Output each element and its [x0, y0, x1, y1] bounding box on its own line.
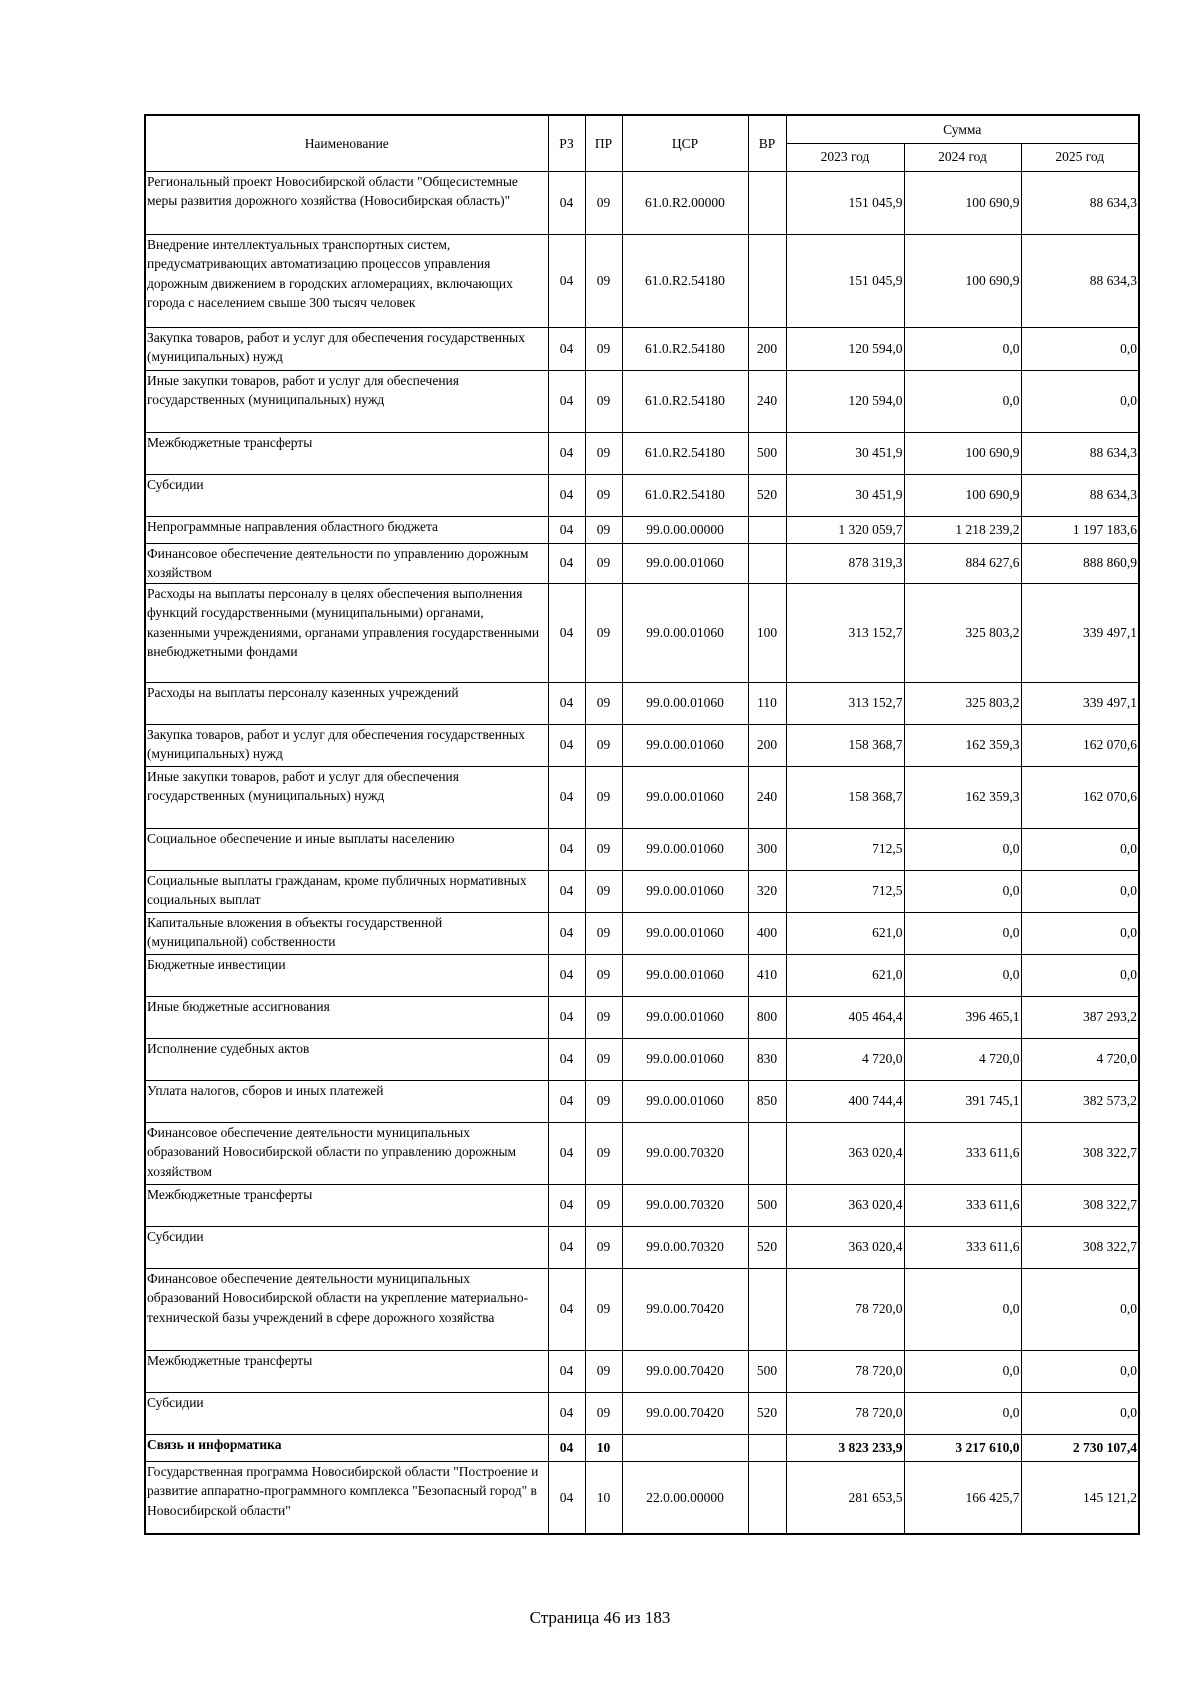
- header-year-2025: 2025 год: [1021, 143, 1139, 171]
- cell-rz: 04: [548, 1226, 585, 1268]
- cell-sum-2023: 363 020,4: [786, 1122, 904, 1184]
- cell-sum-2024: 0,0: [904, 954, 1021, 996]
- cell-csr: 99.0.00.01060: [622, 870, 748, 912]
- cell-pr: 09: [585, 1038, 622, 1080]
- cell-pr: 09: [585, 171, 622, 234]
- cell-sum-2025: 162 070,6: [1021, 724, 1139, 766]
- cell-sum-2023: 120 594,0: [786, 370, 904, 432]
- cell-vr: 400: [748, 912, 786, 954]
- cell-name: Уплата налогов, сборов и иных платежей: [145, 1080, 548, 1122]
- budget-table-container: [144, 114, 1138, 1535]
- cell-csr: 99.0.00.01060: [622, 682, 748, 724]
- table-row: [145, 1461, 1139, 1534]
- cell-sum-2025: 0,0: [1021, 1392, 1139, 1434]
- cell-sum-2024: 0,0: [904, 912, 1021, 954]
- table-row: [145, 370, 1139, 432]
- cell-vr: [748, 234, 786, 327]
- cell-pr: 09: [585, 766, 622, 828]
- cell-vr: 200: [748, 327, 786, 370]
- cell-pr: 09: [585, 954, 622, 996]
- cell-rz: 04: [548, 432, 585, 474]
- table-row: [145, 432, 1139, 474]
- cell-sum-2024: 162 359,3: [904, 766, 1021, 828]
- cell-sum-2023: 151 045,9: [786, 171, 904, 234]
- cell-sum-2024: 3 217 610,0: [904, 1434, 1021, 1461]
- cell-sum-2024: 0,0: [904, 370, 1021, 432]
- cell-rz: 04: [548, 1434, 585, 1461]
- cell-csr: 99.0.00.01060: [622, 583, 748, 682]
- cell-name: Капитальные вложения в объекты государственной (муниципальной) собственности: [145, 912, 548, 954]
- table-body: [145, 171, 1139, 1534]
- cell-pr: 09: [585, 327, 622, 370]
- cell-vr: [748, 1122, 786, 1184]
- header-year-2023: 2023 год: [786, 143, 904, 171]
- cell-sum-2024: 1 218 239,2: [904, 516, 1021, 543]
- cell-sum-2025: 0,0: [1021, 828, 1139, 870]
- cell-vr: 240: [748, 766, 786, 828]
- cell-rz: 04: [548, 1461, 585, 1534]
- table-row: [145, 1038, 1139, 1080]
- cell-csr: 61.0.R2.00000: [622, 171, 748, 234]
- cell-rz: 04: [548, 234, 585, 327]
- cell-name: Иные закупки товаров, работ и услуг для обеспечения государственных (муниципальных) нужд: [145, 766, 548, 828]
- cell-csr: 99.0.00.01060: [622, 766, 748, 828]
- cell-sum-2024: 333 611,6: [904, 1122, 1021, 1184]
- cell-csr: 99.0.00.01060: [622, 724, 748, 766]
- cell-vr: 500: [748, 1184, 786, 1226]
- cell-name: Социальное обеспечение и иные выплаты населению: [145, 828, 548, 870]
- cell-vr: 520: [748, 1392, 786, 1434]
- cell-name: Связь и информатика: [145, 1434, 548, 1461]
- cell-sum-2024: 162 359,3: [904, 724, 1021, 766]
- cell-sum-2025: 88 634,3: [1021, 171, 1139, 234]
- cell-sum-2023: 363 020,4: [786, 1226, 904, 1268]
- cell-csr: 99.0.00.70420: [622, 1268, 748, 1350]
- cell-rz: 04: [548, 327, 585, 370]
- table-row: [145, 1392, 1139, 1434]
- budget-table: [144, 114, 1140, 1535]
- cell-sum-2025: 339 497,1: [1021, 583, 1139, 682]
- cell-pr: 09: [585, 370, 622, 432]
- cell-rz: 04: [548, 543, 585, 583]
- cell-csr: 61.0.R2.54180: [622, 234, 748, 327]
- cell-name: Субсидии: [145, 1226, 548, 1268]
- cell-csr: 99.0.00.01060: [622, 954, 748, 996]
- cell-sum-2025: 0,0: [1021, 327, 1139, 370]
- table-row: [145, 724, 1139, 766]
- cell-sum-2024: 4 720,0: [904, 1038, 1021, 1080]
- cell-sum-2023: 3 823 233,9: [786, 1434, 904, 1461]
- cell-sum-2023: 712,5: [786, 828, 904, 870]
- cell-sum-2023: 621,0: [786, 954, 904, 996]
- cell-csr: 61.0.R2.54180: [622, 370, 748, 432]
- cell-sum-2025: 0,0: [1021, 954, 1139, 996]
- cell-csr: 99.0.00.70320: [622, 1226, 748, 1268]
- cell-pr: 09: [585, 682, 622, 724]
- table-row: [145, 327, 1139, 370]
- cell-sum-2025: 308 322,7: [1021, 1226, 1139, 1268]
- cell-sum-2024: 391 745,1: [904, 1080, 1021, 1122]
- table-row: [145, 543, 1139, 583]
- cell-csr: [622, 1434, 748, 1461]
- cell-name: Закупка товаров, работ и услуг для обеспечения государственных (муниципальных) нужд: [145, 327, 548, 370]
- cell-rz: 04: [548, 912, 585, 954]
- cell-sum-2024: 333 611,6: [904, 1184, 1021, 1226]
- cell-rz: 04: [548, 996, 585, 1038]
- cell-name: Региональный проект Новосибирской области "Общесистемные меры развития дорожного хозяйства (Новосибирская область)": [145, 171, 548, 234]
- cell-vr: [748, 171, 786, 234]
- cell-sum-2024: 100 690,9: [904, 474, 1021, 516]
- cell-rz: 04: [548, 724, 585, 766]
- cell-sum-2024: 0,0: [904, 870, 1021, 912]
- cell-sum-2025: 0,0: [1021, 1268, 1139, 1350]
- cell-sum-2025: 4 720,0: [1021, 1038, 1139, 1080]
- cell-sum-2025: 339 497,1: [1021, 682, 1139, 724]
- cell-rz: 04: [548, 682, 585, 724]
- cell-vr: [748, 1434, 786, 1461]
- cell-vr: [748, 1268, 786, 1350]
- cell-sum-2023: 158 368,7: [786, 724, 904, 766]
- cell-rz: 04: [548, 474, 585, 516]
- cell-rz: 04: [548, 1392, 585, 1434]
- cell-vr: 240: [748, 370, 786, 432]
- cell-csr: 99.0.00.01060: [622, 828, 748, 870]
- cell-pr: 09: [585, 912, 622, 954]
- cell-csr: 61.0.R2.54180: [622, 327, 748, 370]
- cell-sum-2024: 0,0: [904, 1268, 1021, 1350]
- header-rz: РЗ: [548, 115, 585, 171]
- cell-pr: 09: [585, 1122, 622, 1184]
- cell-rz: 04: [548, 1268, 585, 1350]
- cell-rz: 04: [548, 1122, 585, 1184]
- table-row: [145, 912, 1139, 954]
- cell-name: Межбюджетные трансферты: [145, 1184, 548, 1226]
- cell-vr: 110: [748, 682, 786, 724]
- cell-pr: 09: [585, 724, 622, 766]
- table-row: [145, 171, 1139, 234]
- cell-csr: 99.0.00.70420: [622, 1350, 748, 1392]
- cell-vr: 320: [748, 870, 786, 912]
- header-vr: ВР: [748, 115, 786, 171]
- cell-csr: 61.0.R2.54180: [622, 474, 748, 516]
- cell-vr: 500: [748, 432, 786, 474]
- cell-pr: 09: [585, 1392, 622, 1434]
- cell-csr: 99.0.00.01060: [622, 1038, 748, 1080]
- cell-csr: 99.0.00.70320: [622, 1184, 748, 1226]
- cell-sum-2023: 313 152,7: [786, 682, 904, 724]
- cell-rz: 04: [548, 870, 585, 912]
- cell-sum-2023: 30 451,9: [786, 432, 904, 474]
- cell-sum-2024: 333 611,6: [904, 1226, 1021, 1268]
- cell-pr: 09: [585, 1268, 622, 1350]
- cell-sum-2025: 88 634,3: [1021, 474, 1139, 516]
- table-row: [145, 828, 1139, 870]
- table-row: [145, 996, 1139, 1038]
- table-row: [145, 682, 1139, 724]
- cell-rz: 04: [548, 1184, 585, 1226]
- table-row: [145, 474, 1139, 516]
- cell-pr: 09: [585, 996, 622, 1038]
- table-row: [145, 234, 1139, 327]
- cell-name: Исполнение судебных актов: [145, 1038, 548, 1080]
- cell-vr: [748, 543, 786, 583]
- cell-sum-2023: 363 020,4: [786, 1184, 904, 1226]
- cell-sum-2023: 712,5: [786, 870, 904, 912]
- table-row: [145, 1434, 1139, 1461]
- cell-sum-2024: 884 627,6: [904, 543, 1021, 583]
- cell-sum-2024: 0,0: [904, 1350, 1021, 1392]
- cell-sum-2023: 4 720,0: [786, 1038, 904, 1080]
- cell-rz: 04: [548, 583, 585, 682]
- cell-sum-2023: 151 045,9: [786, 234, 904, 327]
- cell-vr: 520: [748, 474, 786, 516]
- cell-csr: 99.0.00.01060: [622, 912, 748, 954]
- cell-sum-2024: 396 465,1: [904, 996, 1021, 1038]
- table-row: [145, 1350, 1139, 1392]
- cell-vr: 410: [748, 954, 786, 996]
- cell-name: Межбюджетные трансферты: [145, 1350, 548, 1392]
- cell-sum-2025: 308 322,7: [1021, 1184, 1139, 1226]
- table-row: [145, 870, 1139, 912]
- cell-csr: 61.0.R2.54180: [622, 432, 748, 474]
- cell-sum-2023: 313 152,7: [786, 583, 904, 682]
- cell-pr: 09: [585, 1350, 622, 1392]
- cell-name: Непрограммные направления областного бюджета: [145, 516, 548, 543]
- table-row: [145, 1080, 1139, 1122]
- cell-sum-2023: 1 320 059,7: [786, 516, 904, 543]
- table-row: [145, 516, 1139, 543]
- cell-pr: 09: [585, 474, 622, 516]
- cell-pr: 09: [585, 543, 622, 583]
- cell-pr: 09: [585, 516, 622, 543]
- cell-rz: 04: [548, 828, 585, 870]
- cell-sum-2025: 382 573,2: [1021, 1080, 1139, 1122]
- cell-csr: 22.0.00.00000: [622, 1461, 748, 1534]
- cell-sum-2025: 387 293,2: [1021, 996, 1139, 1038]
- cell-sum-2024: 100 690,9: [904, 234, 1021, 327]
- cell-csr: 99.0.00.70320: [622, 1122, 748, 1184]
- cell-name: Расходы на выплаты персоналу в целях обеспечения выполнения функций государственными (муниципальными) органами, казенными учреждениями, органами управления государственными внебюджетными фондами: [145, 583, 548, 682]
- cell-sum-2025: 0,0: [1021, 912, 1139, 954]
- cell-sum-2023: 120 594,0: [786, 327, 904, 370]
- cell-vr: [748, 1461, 786, 1534]
- cell-sum-2023: 78 720,0: [786, 1350, 904, 1392]
- table-row: [145, 1184, 1139, 1226]
- table-row: [145, 1122, 1139, 1184]
- cell-sum-2023: 878 319,3: [786, 543, 904, 583]
- table-row: [145, 954, 1139, 996]
- cell-sum-2024: 325 803,2: [904, 583, 1021, 682]
- cell-pr: 09: [585, 828, 622, 870]
- header-name: Наименование: [145, 115, 548, 171]
- table-row: [145, 766, 1139, 828]
- cell-pr: 09: [585, 234, 622, 327]
- header-pr: ПР: [585, 115, 622, 171]
- cell-sum-2025: 888 860,9: [1021, 543, 1139, 583]
- cell-sum-2025: 0,0: [1021, 870, 1139, 912]
- table-row: [145, 583, 1139, 682]
- cell-sum-2025: 1 197 183,6: [1021, 516, 1139, 543]
- cell-vr: 100: [748, 583, 786, 682]
- cell-sum-2025: 0,0: [1021, 1350, 1139, 1392]
- cell-name: Внедрение интеллектуальных транспортных систем, предусматривающих автоматизацию процессов управления дорожным движением в городских агломерациях, включающих города с населением свыше 300 тысяч человек: [145, 234, 548, 327]
- cell-vr: 830: [748, 1038, 786, 1080]
- cell-pr: 10: [585, 1461, 622, 1534]
- cell-name: Финансовое обеспечение деятельности муниципальных образований Новосибирской области по управлению дорожным хозяйством: [145, 1122, 548, 1184]
- cell-name: Закупка товаров, работ и услуг для обеспечения государственных (муниципальных) нужд: [145, 724, 548, 766]
- cell-pr: 09: [585, 870, 622, 912]
- cell-csr: 99.0.00.00000: [622, 516, 748, 543]
- cell-name: Государственная программа Новосибирской области "Построение и развитие аппаратно-программного комплекса "Безопасный город" в Новосибирской области": [145, 1461, 548, 1534]
- cell-sum-2025: 145 121,2: [1021, 1461, 1139, 1534]
- cell-csr: 99.0.00.70420: [622, 1392, 748, 1434]
- cell-csr: 99.0.00.01060: [622, 543, 748, 583]
- cell-pr: 09: [585, 1226, 622, 1268]
- cell-vr: 800: [748, 996, 786, 1038]
- table-header: [145, 115, 1139, 171]
- cell-sum-2023: 281 653,5: [786, 1461, 904, 1534]
- cell-pr: 09: [585, 583, 622, 682]
- cell-sum-2023: 78 720,0: [786, 1392, 904, 1434]
- header-year-2024: 2024 год: [904, 143, 1021, 171]
- cell-sum-2024: 100 690,9: [904, 432, 1021, 474]
- cell-vr: 200: [748, 724, 786, 766]
- cell-sum-2023: 158 368,7: [786, 766, 904, 828]
- cell-sum-2024: 0,0: [904, 828, 1021, 870]
- cell-sum-2024: 325 803,2: [904, 682, 1021, 724]
- page-number: Страница 46 из 183: [529, 1608, 671, 1627]
- cell-vr: 300: [748, 828, 786, 870]
- cell-name: Финансовое обеспечение деятельности муниципальных образований Новосибирской области на укрепление материально-технической базы учреждений в сфере дорожного хозяйства: [145, 1268, 548, 1350]
- cell-name: Социальные выплаты гражданам, кроме публичных нормативных социальных выплат: [145, 870, 548, 912]
- cell-vr: 500: [748, 1350, 786, 1392]
- cell-sum-2025: 162 070,6: [1021, 766, 1139, 828]
- cell-name: Бюджетные инвестиции: [145, 954, 548, 996]
- cell-rz: 04: [548, 954, 585, 996]
- cell-sum-2023: 405 464,4: [786, 996, 904, 1038]
- cell-sum-2025: 88 634,3: [1021, 234, 1139, 327]
- cell-rz: 04: [548, 1350, 585, 1392]
- cell-pr: 09: [585, 1080, 622, 1122]
- cell-rz: 04: [548, 370, 585, 432]
- cell-sum-2025: 2 730 107,4: [1021, 1434, 1139, 1461]
- cell-vr: 520: [748, 1226, 786, 1268]
- cell-csr: 99.0.00.01060: [622, 996, 748, 1038]
- cell-name: Иные бюджетные ассигнования: [145, 996, 548, 1038]
- cell-sum-2024: 0,0: [904, 327, 1021, 370]
- cell-pr: 09: [585, 1184, 622, 1226]
- cell-rz: 04: [548, 171, 585, 234]
- cell-name: Финансовое обеспечение деятельности по управлению дорожным хозяйством: [145, 543, 548, 583]
- cell-vr: 850: [748, 1080, 786, 1122]
- header-sum: Сумма: [786, 115, 1139, 143]
- cell-vr: [748, 516, 786, 543]
- cell-rz: 04: [548, 766, 585, 828]
- cell-sum-2023: 621,0: [786, 912, 904, 954]
- cell-name: Субсидии: [145, 474, 548, 516]
- cell-name: Субсидии: [145, 1392, 548, 1434]
- cell-sum-2024: 0,0: [904, 1392, 1021, 1434]
- cell-rz: 04: [548, 1038, 585, 1080]
- cell-sum-2024: 100 690,9: [904, 171, 1021, 234]
- table-row: [145, 1226, 1139, 1268]
- cell-sum-2023: 400 744,4: [786, 1080, 904, 1122]
- cell-sum-2025: 0,0: [1021, 370, 1139, 432]
- cell-sum-2024: 166 425,7: [904, 1461, 1021, 1534]
- header-csr: ЦСР: [622, 115, 748, 171]
- cell-pr: 10: [585, 1434, 622, 1461]
- cell-name: Расходы на выплаты персоналу казенных учреждений: [145, 682, 548, 724]
- cell-sum-2023: 78 720,0: [786, 1268, 904, 1350]
- table-row: [145, 1268, 1139, 1350]
- cell-name: Иные закупки товаров, работ и услуг для обеспечения государственных (муниципальных) нужд: [145, 370, 548, 432]
- cell-sum-2025: 308 322,7: [1021, 1122, 1139, 1184]
- cell-rz: 04: [548, 516, 585, 543]
- cell-sum-2025: 88 634,3: [1021, 432, 1139, 474]
- cell-name: Межбюджетные трансферты: [145, 432, 548, 474]
- cell-csr: 99.0.00.01060: [622, 1080, 748, 1122]
- cell-rz: 04: [548, 1080, 585, 1122]
- cell-sum-2023: 30 451,9: [786, 474, 904, 516]
- cell-pr: 09: [585, 432, 622, 474]
